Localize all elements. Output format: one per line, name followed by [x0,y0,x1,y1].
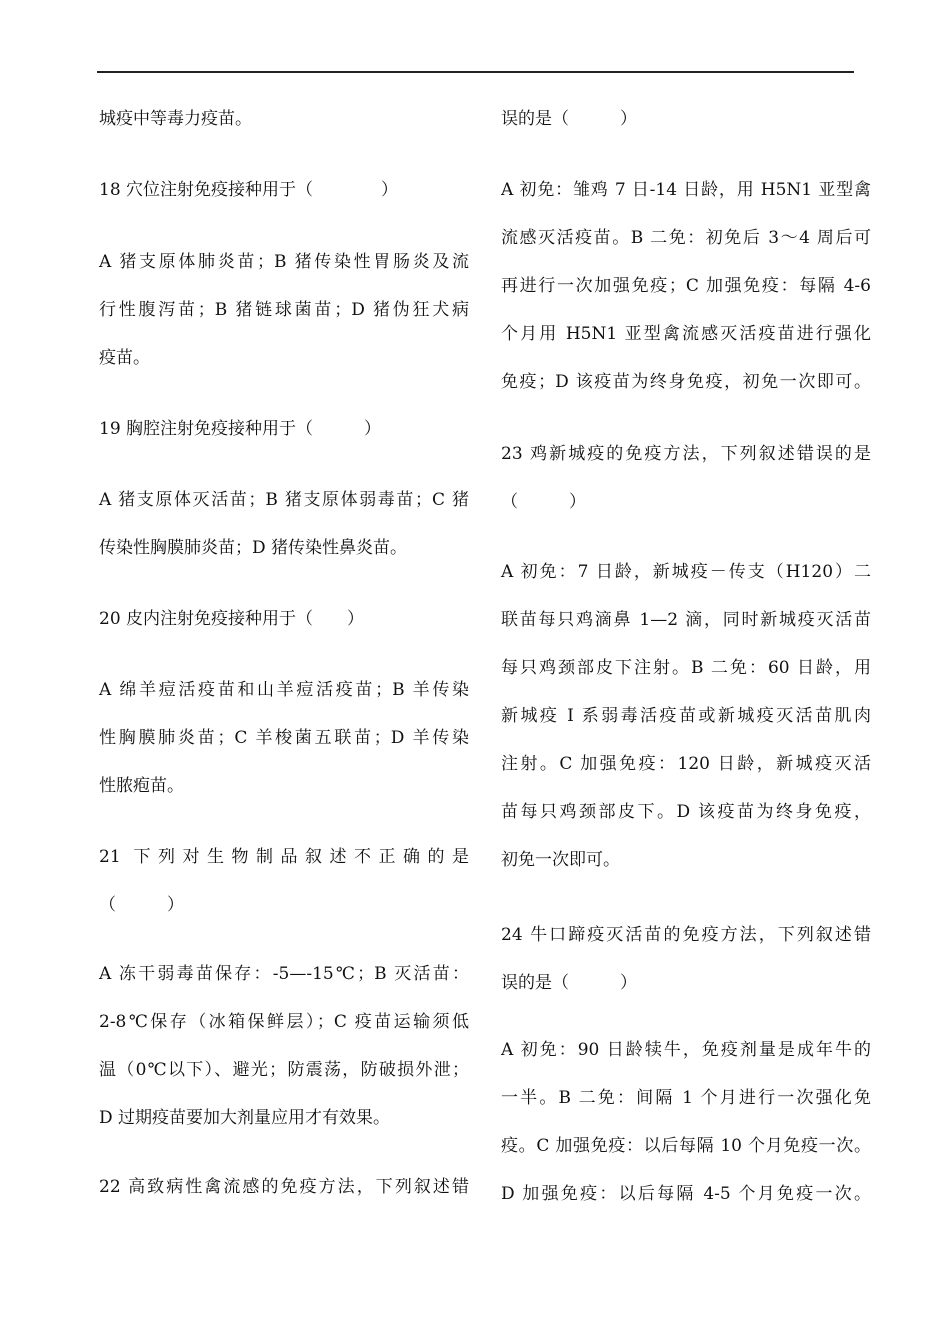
text-line: A 初免：90 日龄犊牛，免疫剂量是成年牛的 [501,1040,871,1060]
question-paragraph [501,911,871,1007]
text-line: （ ） [99,895,184,915]
text-line: 行性腹泻苗；B 猪链球菌苗；D 猪伪狂犬病 [99,300,469,320]
text-line: 温（0℃以下）、避光；防震荡，防破损外泄； [99,1060,469,1080]
question-paragraph [99,166,469,214]
question-paragraph [99,666,469,810]
text-line: 误的是（ ） [501,109,637,129]
text-line: 传染性胸膜肺炎苗；D 猪传染性鼻炎苗。 [99,538,408,558]
text-line: 22 高致病性禽流感的免疫方法，下列叙述错 [99,1177,469,1197]
text-line: 免疫；D 该疫苗为终身免疫，初免一次即可。 [501,372,871,392]
text-line: 新城疫 I 系弱毒活疫苗或新城疫灭活苗肌肉 [501,706,871,726]
text-line: 误的是（ ） [501,973,637,993]
question-paragraph [99,95,469,143]
text-line: 20 皮内注射免疫接种用于（ ） [99,609,365,629]
question-paragraph [99,595,469,643]
question-paragraph [99,405,469,453]
question-paragraph [501,548,871,884]
text-line: 城疫中等毒力疫苗。 [99,109,252,129]
text-line: 疫。C 加强免疫：以后每隔 10 个月免疫一次。 [501,1136,871,1156]
text-line: D 过期疫苗要加大剂量应用才有效果。 [99,1108,391,1128]
text-line: 2-8℃保存（冰箱保鲜层）；C 疫苗运输须低 [99,1012,469,1032]
text-line: 18 穴位注射免疫接种用于（ ） [99,180,399,200]
question-paragraph [99,476,469,572]
question-paragraph [501,1026,871,1218]
text-line: 个月用 H5N1 亚型禽流感灭活疫苗进行强化 [501,324,871,344]
text-line: A 猪支原体肺炎苗；B 猪传染性胃肠炎及流 [99,252,469,272]
text-line: （ ） [501,492,586,512]
header-rule [97,71,854,73]
question-paragraph [501,95,871,143]
question-paragraph [99,950,469,1142]
text-line: D 加强免疫：以后每隔 4-5 个月免疫一次。 [501,1184,871,1204]
text-line: 性脓疱苗。 [99,776,184,796]
text-line: 21 下列对生物制品叙述不正确的是 [99,847,469,867]
text-line: 性胸膜肺炎苗；C 羊梭菌五联苗；D 羊传染 [99,728,469,748]
text-line: A 初免：7 日龄，新城疫－传支（H120）二 [501,562,871,582]
question-paragraph [99,833,469,929]
text-line: A 猪支原体灭活苗；B 猪支原体弱毒苗；C 猪 [99,490,469,510]
text-line: A 初免：雏鸡 7 日-14 日龄，用 H5N1 亚型禽 [501,180,871,200]
question-paragraph [501,166,871,406]
text-line: 联苗每只鸡滴鼻 1—2 滴，同时新城疫灭活苗 [501,610,871,630]
text-line: 一半。B 二免：间隔 1 个月进行一次强化免 [501,1088,871,1108]
text-line: 苗每只鸡颈部皮下。D 该疫苗为终身免疫， [501,802,871,822]
question-paragraph [99,1163,469,1211]
text-line: A 绵羊痘活疫苗和山羊痘活疫苗；B 羊传染 [99,680,469,700]
question-paragraph [99,238,469,382]
text-line: 24 牛口蹄疫灭活苗的免疫方法，下列叙述错 [501,925,871,945]
text-line: 每只鸡颈部皮下注射。B 二免：60 日龄，用 [501,658,871,678]
question-paragraph [501,430,871,526]
text-line: 注射。C 加强免疫：120 日龄，新城疫灭活 [501,754,871,774]
text-line: A 冻干弱毒苗保存：-5—-15℃；B 灭活苗： [99,964,469,984]
text-line: 19 胸腔注射免疫接种用于（ ） [99,419,382,439]
text-line: 初免一次即可。 [501,850,620,870]
text-line: 疫苗。 [99,348,150,368]
text-line: 23 鸡新城疫的免疫方法，下列叙述错误的是 [501,444,871,464]
text-line: 再进行一次加强免疫；C 加强免疫：每隔 4-6 [501,276,871,296]
text-line: 流感灭活疫苗。B 二免：初免后 3～4 周后可 [501,228,871,248]
